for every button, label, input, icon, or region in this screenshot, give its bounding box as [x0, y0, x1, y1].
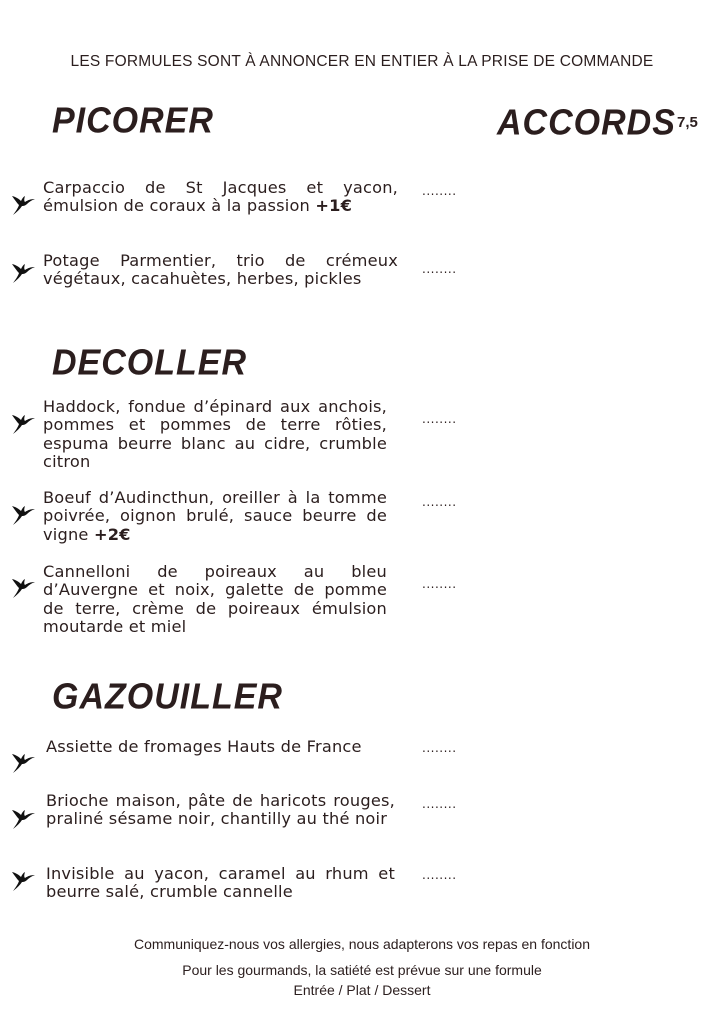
- accord-dots: ........: [422, 797, 457, 811]
- item-description: Cannelloni de poireaux au bleu d’Auvergne et noix, galette de pomme de terre, crème de poireaux émulsion moutarde et miel: [43, 562, 387, 637]
- item-description: Haddock, fondue d’épinard aux anchois, pommes et pommes de terre rôties, espuma beurre blanc au cidre, crumble citron: [43, 397, 387, 472]
- accord-dots: ........: [422, 184, 457, 198]
- accord-dots: ........: [422, 868, 457, 882]
- accord-dots: ........: [422, 741, 457, 755]
- gourmands-note-line2: Entrée / Plat / Dessert: [293, 982, 431, 998]
- accord-dots: ........: [422, 495, 457, 509]
- item-description: Invisible au yacon, caramel au rhum et beurre salé, crumble cannelle: [46, 864, 395, 902]
- section-title-decoller: DECOLLER: [52, 343, 247, 383]
- hummingbird-icon: [10, 409, 36, 435]
- item-description: Boeuf d’Audincthun, oreiller à la tomme poivrée, oignon brulé, sauce beurre de vigne +2€: [43, 488, 387, 544]
- item-description: Potage Parmentier, trio de crémeux végétaux, cacahuètes, herbes, pickles: [43, 251, 398, 289]
- item-description: Brioche maison, pâte de haricots rouges, praliné sésame noir, chantilly au thé noir: [46, 791, 395, 829]
- allergies-note: Communiquez-nous vos allergies, nous adapterons vos repas en fonction: [133, 936, 591, 952]
- accord-dots: ........: [422, 412, 457, 426]
- formula-notice: LES FORMULES SONT À ANNONCER EN ENTIER À LA PRISE DE COMMANDE: [70, 53, 654, 70]
- section-title-picorer: PICORER: [52, 101, 214, 141]
- accords-title: ACCORDS: [497, 103, 676, 143]
- hummingbird-icon: [10, 866, 36, 892]
- supplement-price: +1€: [315, 196, 353, 216]
- section-title-gazouiller: GAZOUILLER: [52, 677, 283, 717]
- hummingbird-icon: [10, 804, 36, 830]
- hummingbird-icon: [10, 500, 36, 526]
- hummingbird-icon: [10, 748, 36, 774]
- item-description: Carpaccio de St Jacques et yacon, émulsion de coraux à la passion +1€: [43, 178, 398, 216]
- accords-price: 7,5: [677, 114, 698, 131]
- accord-dots: ........: [422, 262, 457, 276]
- gourmands-note-line1: Pour les gourmands, la satiété est prévue sur une formule: [182, 962, 542, 978]
- supplement-price: +2€: [93, 524, 131, 544]
- gourmands-note: [0, 960, 724, 1000]
- item-description: Assiette de fromages Hauts de France: [46, 737, 362, 756]
- accord-dots: ........: [422, 577, 457, 591]
- hummingbird-icon: [10, 190, 36, 216]
- hummingbird-icon: [10, 258, 36, 284]
- hummingbird-icon: [10, 573, 36, 599]
